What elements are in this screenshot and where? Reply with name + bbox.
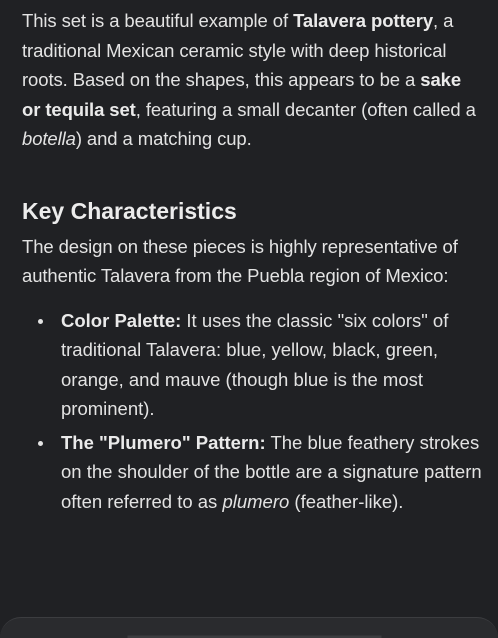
- bullet-text-end: (feather-like).: [289, 490, 404, 512]
- intro-paragraph: [22, 6, 482, 154]
- intro-text-1: This set is a beautiful example of: [22, 10, 294, 31]
- input-panel-edge[interactable]: [0, 617, 498, 638]
- section-heading: Key Characteristics: [22, 197, 237, 224]
- bullet-text: The blue feathery strokes on the shoulder of the bottle are a signature pattern often referred to as: [61, 431, 482, 512]
- list-item: [22, 428, 482, 517]
- bullet-italic: plumero: [222, 490, 290, 512]
- bullet-icon: [38, 319, 43, 324]
- intro-italic-1: botella: [22, 128, 76, 149]
- intro-text-3: , featuring a small decanter (often called a: [135, 98, 476, 120]
- intro-bold-1: Talavera pottery: [293, 10, 434, 31]
- intro-text-4: ) and a matching cup.: [75, 128, 252, 149]
- list-item: [22, 306, 482, 424]
- bullet-list: [22, 306, 482, 517]
- intro-bold-2: sake or tequila set: [22, 69, 462, 120]
- bullet-icon: [38, 441, 43, 446]
- bullet-label: Color Palette:: [61, 309, 182, 331]
- intro-text-2: , a traditional Mexican ceramic style with deep historical roots. Based on the shapes, this appears to be a: [22, 10, 454, 90]
- bullet-text: It uses the classic "six colors" of traditional Talavera: blue, yellow, black, green, orange, and mauve (though blue is the most prominent).: [61, 309, 449, 419]
- response-content: [22, 6, 482, 520]
- section-paragraph: The design on these pieces is highly representative of authentic Talavera from the Puebla region of Mexico:: [22, 235, 458, 286]
- bullet-label: The "Plumero" Pattern:: [61, 431, 266, 453]
